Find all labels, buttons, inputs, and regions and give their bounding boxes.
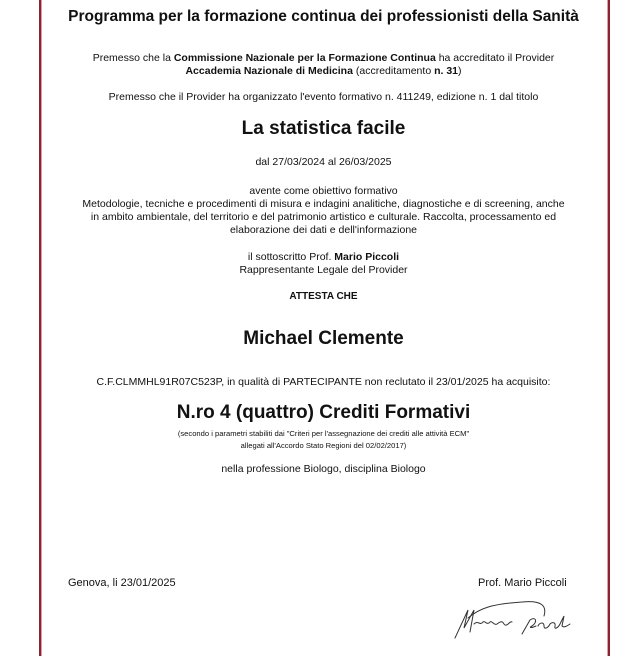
place-date: Genova, li 23/01/2025 bbox=[68, 577, 176, 589]
premise-middle: ha accreditato il Provider bbox=[435, 52, 555, 64]
participant-name: Michael Clemente bbox=[243, 328, 404, 349]
program-title: Programma per la formazione continua dei professionisti della Sanità bbox=[68, 8, 579, 25]
premise-prefix: Premesso che la bbox=[92, 52, 174, 64]
signatory-role: Rappresentante Legale del Provider bbox=[239, 264, 408, 276]
objective-line-3: elaborazione dei dati e dell'informazione bbox=[229, 224, 418, 236]
premise-event: Premesso che il Provider ha organizzato l'evento formativo n. 411249, edizione n. 1 dal titolo bbox=[108, 91, 539, 103]
accreditation-number: n. 31 bbox=[434, 65, 459, 77]
participant-details: C.F.CLMMHL91R07C523P, in qualità di PARTECIPANTE non reclutato il 23/01/2025 ha acquisito: bbox=[96, 376, 551, 388]
signature-image bbox=[452, 598, 577, 640]
event-title: La statistica facile bbox=[241, 118, 406, 139]
accreditation-suffix: ) bbox=[458, 65, 462, 77]
credits-note-line-2: allegati all'Accordo Stato Regioni del 02/02/2017) bbox=[240, 441, 407, 450]
premise-commission bbox=[41, 52, 606, 78]
objective-line-1: Metodologie, tecniche e procedimenti di misura e indagini analitiche, diagnostiche e di screening, anche bbox=[82, 198, 565, 210]
credits-note-line-1: (secondo i parametri stabiliti dai "Criteri per l'assegnazione dei crediti alle attività ECM" bbox=[177, 429, 470, 438]
objective-label: avente come obiettivo formativo bbox=[249, 185, 398, 197]
objective-line-2: in ambito ambientale, del territorio e del patrimonio artistico e culturale. Raccolta, processamento ed bbox=[90, 211, 557, 223]
event-dates: dal 27/03/2024 al 26/03/2025 bbox=[255, 156, 392, 168]
provider-name: Accademia Nazionale di Medicina bbox=[185, 65, 353, 77]
credits-note bbox=[41, 428, 606, 452]
signatory-prefix: il sottoscritto Prof. bbox=[247, 251, 335, 263]
event-objective bbox=[41, 185, 606, 237]
profession-discipline: nella professione Biologo, disciplina Biologo bbox=[221, 463, 426, 475]
signatory-name: Mario Piccoli bbox=[334, 251, 400, 263]
signer-name: Prof. Mario Piccoli bbox=[478, 577, 567, 589]
signatory-block bbox=[41, 251, 606, 277]
commission-name: Commissione Nazionale per la Formazione Continua bbox=[173, 52, 436, 64]
attesta-heading: ATTESTA CHE bbox=[289, 291, 358, 302]
accreditation-prefix: (accreditamento bbox=[352, 65, 435, 77]
credits-title: N.ro 4 (quattro) Crediti Formativi bbox=[176, 402, 471, 423]
